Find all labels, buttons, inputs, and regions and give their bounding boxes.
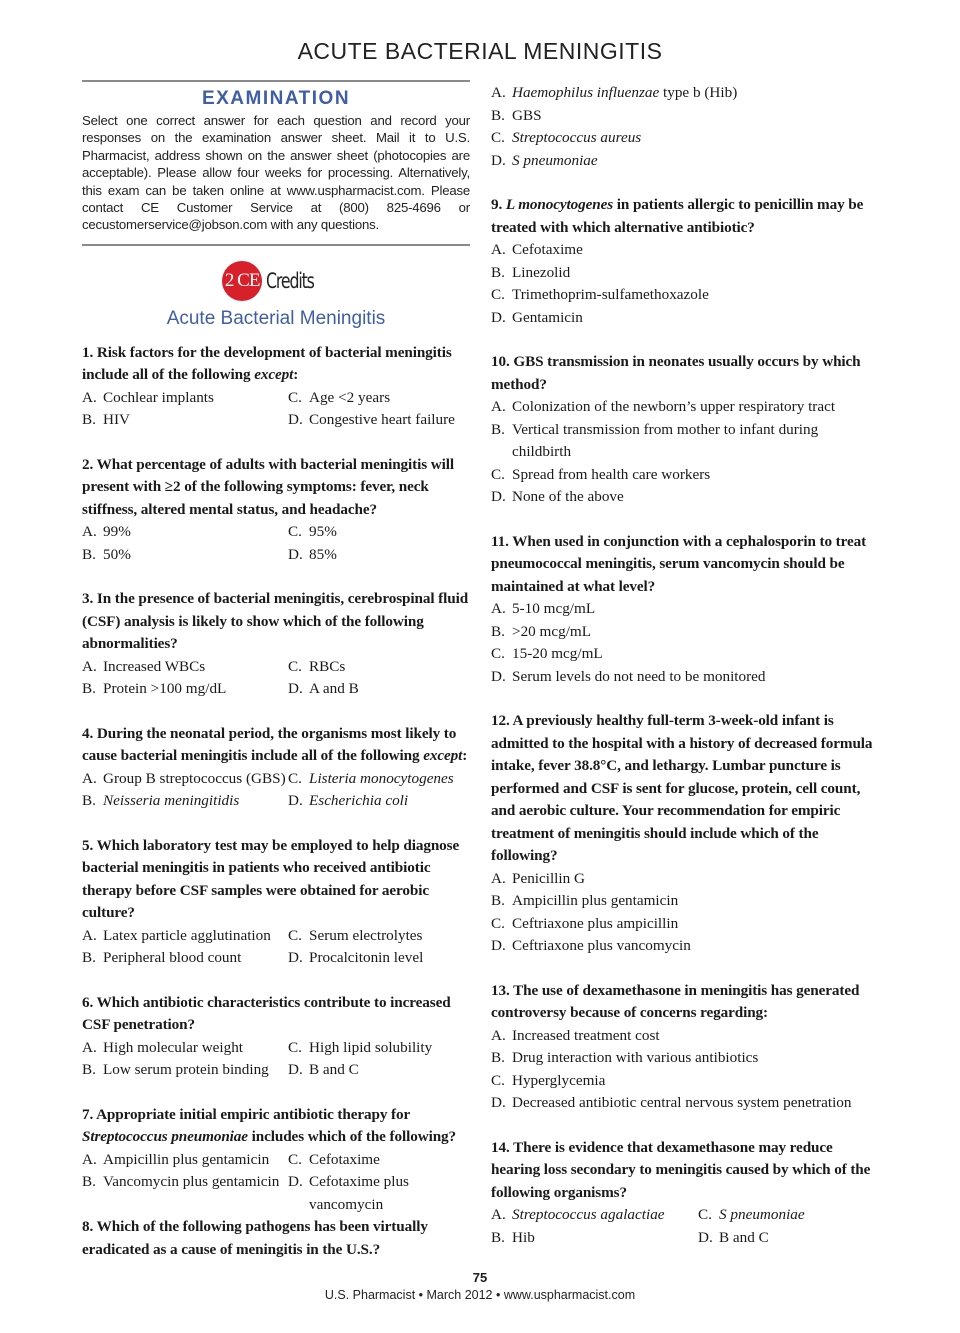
ce-credits-badge: [82, 258, 470, 304]
option-c[interactable]: C. Listeria monocytogenes: [288, 769, 454, 787]
option-c[interactable]: C. Trimethoprim-sulfamethoxazole: [491, 286, 709, 303]
option-c[interactable]: C. Hyperglycemia: [491, 1071, 606, 1089]
option-d[interactable]: D. Procalcitonin level: [288, 949, 424, 967]
question-text: 11. When used in conjunction with a cephalosporin to treat pneumococcal meningitis, serum vancomycin should be maintained at what level?: [491, 532, 867, 595]
question-text: 6. Which antibiotic characteristics contribute to increased CSF penetration?: [82, 993, 451, 1034]
question-text: 4. During the neonatal period, the organisms most likely to cause bacterial meningitis include all of the following except:: [82, 724, 468, 765]
publication-footer: U.S. Pharmacist • March 2012 • www.uspharmacist.com: [324, 1288, 636, 1302]
option-a[interactable]: A. Haemophilus influenzae type b (Hib): [491, 84, 738, 101]
question-text: 12. A previously healthy full-term 3-week-old infant is admitted to the hospital with a history of decreased formula intake, fever 38.8°C, and lethargy. Lumbar puncture is performed and CSF is sent for glucose, protein, cell count, and aerobic culture. Your recommendation for empiric treatment of meningitis should include which of the following?: [491, 712, 873, 864]
option-d[interactable]: D. Escherichia coli: [288, 792, 409, 810]
running-header: ACUTE BACTERIAL MENINGITIS: [297, 38, 663, 64]
option-b[interactable]: B. HIV: [82, 411, 130, 429]
ce-circle-icon: 2 CE: [222, 261, 262, 301]
option-a[interactable]: A. Cefotaxime: [491, 241, 583, 258]
answer-options: [491, 82, 883, 172]
option-d[interactable]: D. S pneumoniae: [491, 151, 598, 169]
answer-options: [82, 387, 470, 432]
question-text: 9. L monocytogenes in patients allergic to penicillin may be treated with which alternative antibiotic?: [491, 196, 864, 236]
option-d[interactable]: D. 85%: [288, 545, 337, 563]
page-number: 75: [472, 1270, 488, 1285]
question-2: [82, 454, 470, 567]
answer-options: [491, 396, 883, 509]
question-8: [82, 1216, 470, 1261]
question-text: 5. Which laboratory test may be employed to help diagnose bacterial meningitis in patients who received antibiotic therapy before CSF samples were obtained for aerobic culture?: [82, 836, 460, 922]
question-text: 13. The use of dexamethasone in meningitis has generated controversy because of concerns regarding:: [491, 981, 860, 1021]
option-b[interactable]: B. >20 mcg/mL: [491, 622, 592, 640]
option-c[interactable]: C. Streptococcus aureus: [491, 129, 642, 146]
option-c[interactable]: C. High lipid solubility: [288, 1038, 433, 1056]
option-c[interactable]: C. Cefotaxime: [288, 1150, 380, 1168]
option-a[interactable]: A. Latex particle agglutination: [82, 926, 271, 944]
option-a[interactable]: A. Group B streptococcus (GBS): [82, 769, 286, 787]
question-text: 8. Which of the following pathogens has been virtually eradicated as a cause of meningitis in the U.S.?: [82, 1218, 428, 1258]
option-b[interactable]: B. Vancomycin plus gentamicin: [82, 1173, 280, 1191]
option-d[interactable]: D. Congestive heart failure: [288, 411, 455, 429]
divider-bottom: [82, 244, 470, 246]
answer-options: [491, 868, 883, 958]
credits-word: Credits: [266, 268, 314, 293]
question-4: [82, 723, 470, 813]
question-11: [491, 531, 883, 689]
answer-options: [491, 1025, 883, 1115]
question-3: [82, 588, 470, 701]
option-c[interactable]: C. Age <2 years: [288, 388, 391, 406]
left-column: [82, 80, 470, 1261]
option-b[interactable]: B. Protein >100 mg/dL: [82, 680, 227, 698]
question-7: [82, 1104, 470, 1217]
examination-instructions: Select one correct answer for each question and record your responses on the examination answer sheet. Mail it to U.S. Pharmacist, address shown on the answer sheet (photocopies are acceptable). Please allow four weeks for processing. Alternatively, this exam can be taken online at www.uspharmacist.com. Please contact CE Customer Service at (800) 825-4696 or cecustomerservice@jobson.com with any questions.: [82, 113, 470, 233]
question-text: 2. What percentage of adults with bacterial meningitis will present with ≥2 of the following symptoms: fever, neck stiffness, altered mental status, and headache?: [82, 455, 454, 518]
question-text: 14. There is evidence that dexamethasone may reduce hearing loss secondary to meningitis caused by which of the following organisms?: [491, 1138, 871, 1201]
answer-options: [82, 521, 470, 566]
option-a[interactable]: A. Penicillin G: [491, 869, 585, 887]
option-c[interactable]: C. 95%: [288, 523, 337, 541]
option-a[interactable]: A. Increased WBCs: [82, 657, 206, 675]
option-b[interactable]: B. Peripheral blood count: [82, 949, 242, 967]
option-d[interactable]: D. Ceftriaxone plus vancomycin: [491, 937, 691, 954]
right-column: [491, 82, 883, 1249]
examination-title: EXAMINATION: [201, 88, 351, 109]
quiz-title: Acute Bacterial Meningitis: [166, 307, 386, 329]
question-text: 3. In the presence of bacterial meningitis, cerebrospinal fluid (CSF) analysis is likely to show which of the following abnormalities?: [82, 590, 469, 653]
option-b[interactable]: B. Hib: [491, 1228, 535, 1246]
question-13: [491, 980, 883, 1115]
question-text: 10. GBS transmission in neonates usually occurs by which method?: [491, 353, 861, 393]
option-c[interactable]: C. 15-20 mcg/mL: [491, 645, 603, 662]
answer-options: [491, 239, 883, 329]
question-9: [491, 194, 883, 329]
answer-options: [491, 598, 883, 688]
option-b[interactable]: B. Low serum protein binding: [82, 1061, 269, 1079]
option-b[interactable]: B. Neisseria meningitidis: [82, 792, 240, 810]
answer-options: [82, 656, 470, 701]
answer-options: [82, 1037, 470, 1082]
answer-options: [82, 1149, 470, 1217]
option-d[interactable]: D. B and C: [698, 1228, 769, 1246]
option-c[interactable]: C. Spread from health care workers: [491, 465, 711, 483]
option-a[interactable]: A. Cochlear implants: [82, 388, 214, 406]
option-d[interactable]: D. Decreased antibiotic central nervous system penetration: [491, 1094, 852, 1111]
option-a[interactable]: A. 5-10 mcg/mL: [491, 600, 596, 617]
option-a[interactable]: A. Increased treatment cost: [491, 1026, 660, 1044]
option-b[interactable]: B. Drug interaction with various antibiotics: [491, 1049, 759, 1066]
option-b[interactable]: B. 50%: [82, 545, 131, 563]
option-b[interactable]: B. Vertical transmission from mother to infant during childbirth: [491, 420, 819, 460]
answer-options: [491, 1204, 883, 1249]
option-a[interactable]: A. Ampicillin plus gentamicin: [82, 1150, 270, 1168]
question-6: [82, 992, 470, 1082]
option-c[interactable]: C. Ceftriaxone plus ampicillin: [491, 914, 679, 932]
answer-options: [82, 925, 470, 970]
option-d[interactable]: D. Gentamicin: [491, 308, 583, 326]
question-5: [82, 835, 470, 970]
option-d[interactable]: D. Serum levels do not need to be monitored: [491, 667, 766, 685]
option-b[interactable]: B. Linezolid: [491, 263, 571, 281]
option-d[interactable]: D. Cefotaxime plus vancomycin: [288, 1173, 409, 1213]
option-c[interactable]: C. RBCs: [288, 657, 346, 675]
option-a[interactable]: A. High molecular weight: [82, 1038, 244, 1056]
option-a[interactable]: A. Streptococcus agalactiae: [491, 1206, 665, 1223]
question-14: [491, 1137, 883, 1250]
question-12: [491, 710, 883, 958]
option-a[interactable]: A. Colonization of the newborn’s upper respiratory tract: [491, 398, 836, 415]
option-c[interactable]: C. S pneumoniae: [698, 1206, 805, 1223]
question-8-options: [491, 82, 883, 172]
option-d[interactable]: D. A and B: [288, 680, 359, 698]
option-b[interactable]: B. Ampicillin plus gentamicin: [491, 892, 679, 909]
question-1: [82, 342, 470, 432]
divider-top: [82, 80, 470, 82]
option-d[interactable]: D. None of the above: [491, 488, 624, 505]
option-c[interactable]: C. Serum electrolytes: [288, 926, 423, 944]
answer-options: [82, 768, 470, 813]
question-text: 1. Risk factors for the development of bacterial meningitis include all of the following except:: [82, 343, 452, 384]
question-10: [491, 351, 883, 509]
question-text: 7. Appropriate initial empiric antibiotic therapy for Streptococcus pneumoniae includes which of the following?: [82, 1105, 457, 1146]
option-a[interactable]: A. 99%: [82, 523, 131, 541]
option-d[interactable]: D. B and C: [288, 1061, 359, 1079]
option-b[interactable]: B. GBS: [491, 106, 542, 124]
